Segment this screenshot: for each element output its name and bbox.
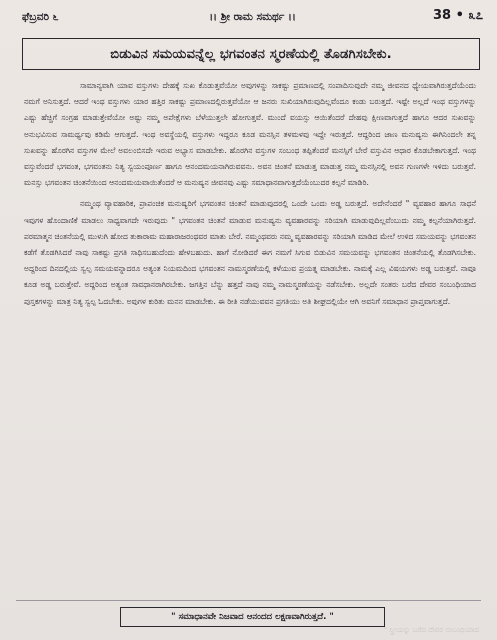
bleed-through-text: " ಸ್ತ್ರೀಯನ್ನು ಬರೆದ ದೇವರ ಸಂಬಂಧಿಯಾದ bbox=[383, 626, 479, 634]
page-header bbox=[22, 8, 483, 28]
header-title: ।। ಶ್ರೀ ರಾಮ ಸಮರ್ಥ ।। bbox=[209, 11, 296, 23]
article-body bbox=[24, 78, 476, 315]
heading-box bbox=[22, 38, 480, 70]
paragraph-1: ಸಾಮಾನ್ಯವಾಗಿ ಯಾವ ವಸ್ತುಗಳು ದೇಹಕ್ಕೆ ಸುಖ ಕೊಡುತ್ತವೆಯೋ ಅವುಗಳನ್ನು ಸಾಕಷ್ಟು ಪ್ರಮಾಣದಲ್ಲಿ ಸಂಪಾದಿಸುವುದೇ ನಮ್ಮ ಜೀವನದ ಧ್ಯೇಯವಾಗಿರುತ್ತದೆಯೆಂದು ನಮಗೆ ಅನಿಸುತ್ತದೆ. ಆದರೆ ಇಂಥ ವಸ್ತುಗಳು ಯಾರ ಹತ್ತಿರ ಸಾಕಷ್ಟು ಪ್ರಮಾಣದಲ್ಲಿರುತ್ತವೆಯೋ ಆ ಜನರು ಸುಖಿಯಾಗಿರುವುದಿಲ್ಲವೆಂದೂ ಕಂಡು ಬರುತ್ತದೆ. ಇಷ್ಟೇ ಅಲ್ಲದೆ ಇಂಥ ವಸ್ತುಗಳನ್ನು ಎಷ್ಟು ಹೆಚ್ಚಿಗೆ ಸಂಗ್ರಹ ಮಾಡುತ್ತೇವೆಯೋ ಅಷ್ಟು ನಮ್ಮ ಅಪೇಕ್ಷೆಗಳು ಬೆಳೆಯುತ್ತಲೇ ಹೋಗುತ್ತವೆ. ಮುಂದೆ ವಯಸ್ಸು ಆಯಿತೆಂದರೆ ದೇಹವು ಕ್ಷೀಣವಾಗುತ್ತದೆ ಹಾಗೂ ಆದರ ಸುಖವನ್ನು ಅನುಭವಿಸುವ ಸಾಮರ್ಥ್ಯವು ಕಡಿಮೆ ಆಗುತ್ತದೆ. ಇಂಥ ಅವಸ್ಥೆಯಲ್ಲಿ ವಸ್ತುಗಳು ಇದ್ದರೂ ಕೂಡ ಮನಸ್ಸಿನ ತಳಮಳವು ಇದ್ದೇ ಇರುತ್ತದೆ. ಆದ್ದರಿಂದ ಜಾಣ ಮನುಷ್ಯನು ಈಗಿನಿಂದಲೇ ತನ್ನ ಸುಖವನ್ನು ಹೊರಗಿನ ವಸ್ತುಗಳ ಮೇಲೆ ಅವಲಂಬಿಸದೇ ಇರುವ ಅಭ್ಯಾಸ ಮಾಡಬೇಕು. ಹೊರಗಿನ ವಸ್ತುಗಳ ಸಂಬಂಧ ತಪ್ಪಿತೆಂದರೆ ಮನಸ್ಸಿಗೆ ಬೇರೆ ವಸ್ತುವಿನ ಆಧಾರ ಕೊಡಬೇಕಾಗುತ್ತದೆ. ಇಂಥ ವಸ್ತುವೆಂದರೆ ಭಗವಂತ, ಭಗವಂತನು ನಿತ್ಯ ಸ್ವಯಂಪೂರ್ಣ ಹಾಗೂ ಆನಂದಮಯನಾಗಿರುವವನು. ಅವನ ಚಿಂತನೆ ಮಾಡುತ್ತ ಮಾಡುತ್ತ ನಮ್ಮ ಮನಸ್ಸಿನಲ್ಲಿ ಅವನ ಗುಣಗಳೇ ಇಳಿದು ಬರುತ್ತವೆ. ಮನಸ್ಸು ಭಗವಂತನ ಚಿಂತನೆಯಿಂದ ಆನಂದಮಯವಾಯಿತೆಂದರೆ ಆ ಮನುಷ್ಯನ ಜೀವನವು ಎಷ್ಟು ಸಮಾಧಾನವಾಗುತ್ತದೆಯೆಂಬುದರ ಕಲ್ಪನೆ ಮಾಡಿರಿ. bbox=[24, 81, 476, 188]
footer-divider bbox=[16, 600, 481, 601]
header-date: ಫೆಬ್ರವರಿ ೬ bbox=[22, 11, 59, 23]
paragraph-2: ನಮ್ಮಂಥ ವ್ಯಾವಹಾರಿಕ, ಪ್ರಾಪಂಚಿಕ ಮನುಷ್ಯರಿಗೆ ಭಗವಂತನ ಚಿಂತನೆ ಮಾಡುವುದರಲ್ಲಿ ಒಂದೇ ಒಂದು ಅಡ್ಡ ಬರುತ್ತದೆ. ಅದೇನೆಂದರೆ " ವ್ಯವಹಾರ ಹಾಗೂ ಸಾಧನೆ ಇವುಗಳ ಹೊಂದಾಣಿಕೆ ಮಾಡಲು ಸಾಧ್ಯವಾಗದೇ ಇರುವುದು " ಭಗವಂತನ ಚಿಂತನೆ ಮಾಡುವ ಮನುಷ್ಯನು ವ್ಯವಹಾರವನ್ನು ಸರಿಯಾಗಿ ಮಾಡುವುದಿಲ್ಲವೆಂಬುದು ನಮ್ಮ ಕಲ್ಪನೆಯಾಗಿರುತ್ತದೆ. ಪರಮಾತ್ಮನ ಚಿಂತನೆಯಲ್ಲಿ ಮುಳುಗಿ ಹೋದ ತುಕಾರಾಮ ಮಹಾರಾಜರಂಥವರ ಮಾತು ಬೇರೆ. ನಮ್ಮಂಥವರು ನಮ್ಮ ವ್ಯವಹಾರವನ್ನು ಸರಿಯಾಗಿ ಮಾಡಿದ ಮೇಲೆ ಉಳಿದ ಸಮಯವನ್ನು ಭಗವಂತನ ಕಡೆಗೆ ತೊಡಗಿಸಿದರೆ ನಾವು ಸಾಕಷ್ಟು ಪ್ರಗತಿ ಸಾಧಿಸಬಹುದೆಂದು ಹೇಳಬಹುದು. ಹಾಗೆ ನೋಡಿದರೆ ಈಗ ನಮಗೆ ಸಿಗುವ ಬಿಡುವಿನ ಸಮಯವನ್ನು ಭಗವಂತನ ಚಿಂತನೆಯಲ್ಲಿ ತೊಡಗಿಸಬೇಕು. ಅದ್ದರಿಂದ ದಿನದಲ್ಲಿಯ ಸ್ವಲ್ಪ ಸಮಯವನ್ನಾದರೂ ಅತ್ಯಂತ ನಿಯಮದಿಂದ ಭಗವಂತನ ನಾಮಸ್ಮರಣೆಯಲ್ಲಿ ಕಳೆಯುವ ಪ್ರಯತ್ನ ಮಾಡಬೇಕು. ನಾಮಕ್ಕೆ ಎಲ್ಲ ವಿಷಯಗಳು ಅಡ್ಡ ಬರುತ್ತವೆ. ನಾವೂ ಕೂಡ ಅಡ್ಡ ಬರುತ್ತೇವೆ. ಅದ್ದರಿಂದ ಅತ್ಯಂತ ಸಾವಧಾನರಾಗಿರಬೇಕು. ಜಗತ್ತಿನ ಬೆನ್ನು ಹತ್ತದೆ ನಾವು ನಮ್ಮ ನಾಮಸ್ಮರಣೆಯನ್ನು ನಡೆಸಬೇಕು. ಅಲ್ಲದೇ ಸಂತರು ಬರೆದ ದೇವರ ಸಂಬಂಧಿಯಾದ ಪುಸ್ತಕಗಳನ್ನು ಮಾತ್ರ ನಿತ್ಯ ಸ್ವಲ್ಪ ಓದಬೇಕು. ಅವುಗಳ ಕುರಿತು ಮನನ ಮಾಡಬೇಕು. ಈ ರೀತಿ ನಡೆಯುವವನ ಪ್ರಗತಿಯು ಅತಿ ಶೀಘ್ರದಲ್ಲಿಯೇ ಆಗಿ ಅವನಿಗೆ ಸಮಾಧಾನ ಪ್ರಾಪ್ತವಾಗುತ್ತದೆ. bbox=[24, 199, 476, 306]
footer-quote: " ಸಮಾಧಾನವೇ ನಿಜವಾದ ಆನಂದದ ಲಕ್ಷಣವಾಗಿರುತ್ತದೆ. " bbox=[171, 612, 334, 622]
page-number: 38 • ೩೭ bbox=[432, 8, 483, 23]
footer-quote-box bbox=[120, 607, 385, 627]
page-heading: ಬಿಡುವಿನ ಸಮಯವನ್ನೆಲ್ಲ ಭಗವಂತನ ಸ್ಮರಣೆಯಲ್ಲಿ ತೊಡಗಿಸಬೇಕು. bbox=[110, 46, 392, 62]
